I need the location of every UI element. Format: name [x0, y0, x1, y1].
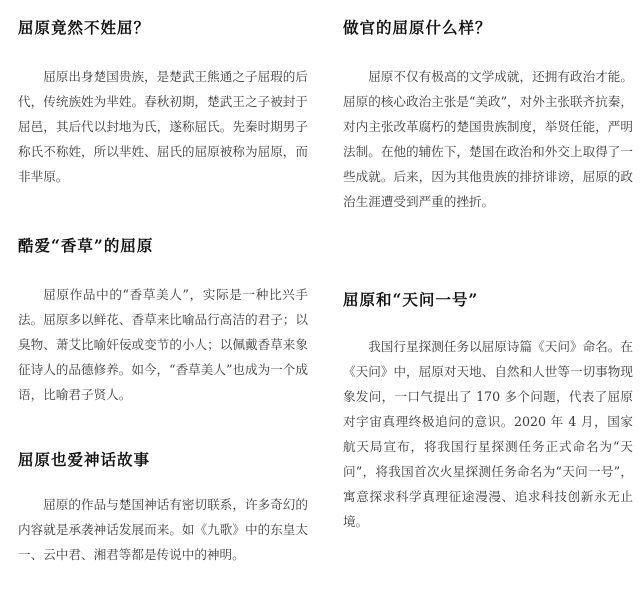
- section-body: 屈原的作品与楚国神话有密切联系，许多奇幻的内容就是承袭神话发展而来。如《九歌》中的东皇太一、云中君、湘君等都是传说中的神明。: [18, 497, 308, 562]
- section-heading: 屈原和“天问一号”: [343, 290, 479, 309]
- section-heading: 屈原也爱神话故事: [18, 450, 151, 469]
- section-tianwen: [343, 290, 633, 534]
- section-mythology: [18, 450, 308, 567]
- section-body: 屈原不仅有极高的文学成就，还拥有政治才能。屈原的核心政治主张是“美政”，对外主张联齐抗秦，对内主张改革腐朽的楚国贵族制度，举贤任能，严明法制。在他的辅佐下，楚国在政治和外交上取得了一些成就。后来，因为其他贵族的排挤诽谤，屈原的政治生涯遭受到严重的挫折。: [343, 69, 633, 209]
- section-heading: 做官的屈原什么样？: [343, 18, 492, 37]
- section-fragrant-grass: [18, 236, 308, 407]
- section-official: [343, 18, 633, 214]
- section-body: 屈原作品中的“香草美人”，实际是一种比兴手法。屈原多以鲜花、香草来比喻品行高洁的君子；以臭物、萧艾比喻奸佞或变节的小人；以佩戴香草来象征诗人的品德修养。如今，“香草美人”也成为一个成语，比喻君子贤人。: [18, 287, 308, 402]
- section-heading: 酷爱“香草”的屈原: [18, 236, 154, 255]
- section-heading: 屈原竟然不姓屈？: [18, 18, 151, 37]
- section-surname: [18, 18, 308, 189]
- section-body: 我国行星探测任务以屈原诗篇《天问》命名。在《天问》中，屈原对天地、自然和人世等一切事物现象发问，一口气提出了 170 多个问题，代表了屈原对宇宙真理终极追问的意识。2020 年 4 月，国家航天局宣布，将我国行星探测任务正式命名为“天问”，将我国首次火星探测任务命名为“天问一号”，寓意探求科学真理征途漫漫、追求科技创新永无止境。: [343, 339, 633, 529]
- section-body: 屈原出身楚国贵族，是楚武王熊通之子屈瑕的后代，传统族姓为芈姓。春秋初期，楚武王之子被封于屈邑，其后代以封地为氏，遂称屈氏。先秦时期男子称氏不称姓，所以芈姓、屈氏的屈原被称为屈原，而非芈原。: [18, 69, 308, 184]
